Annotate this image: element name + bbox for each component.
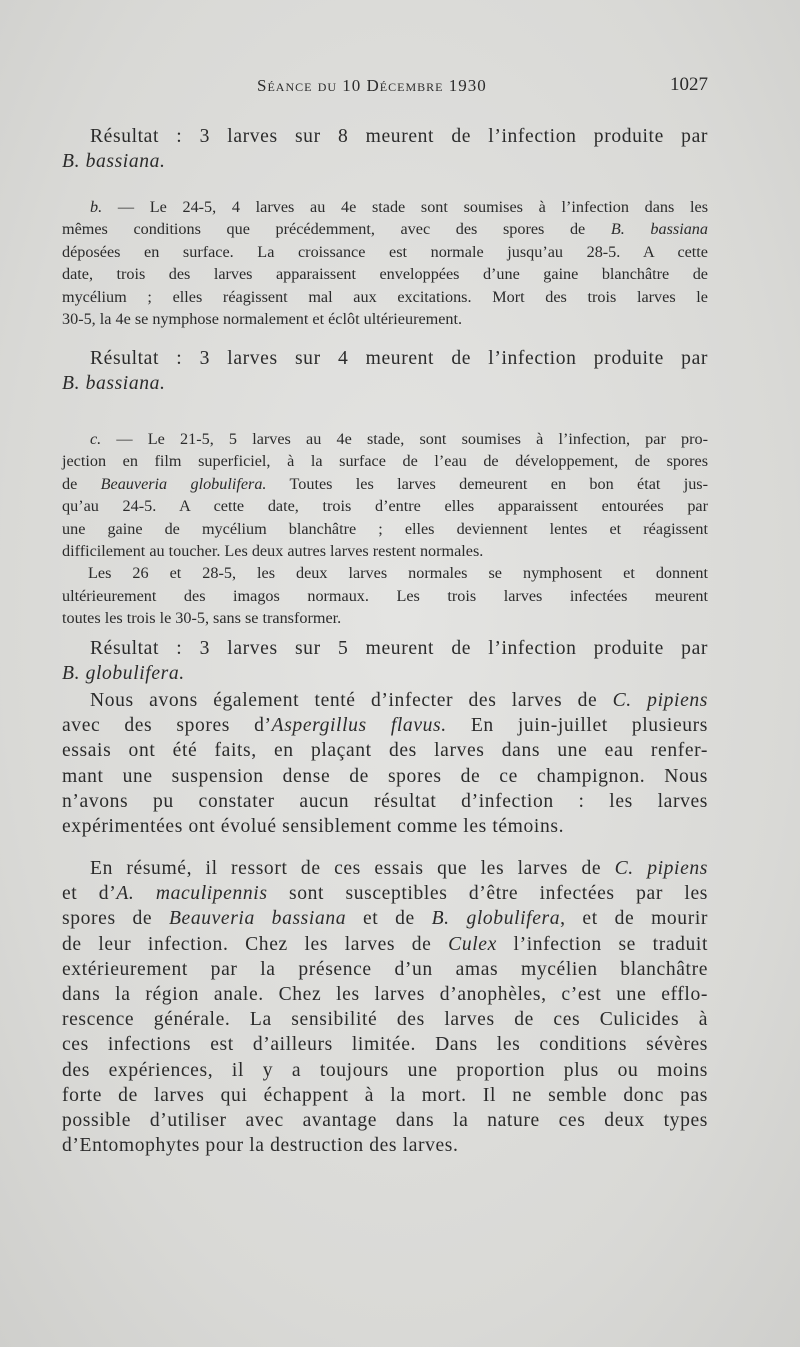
species-name: B. bassiana. [62, 373, 166, 395]
text-line: d’Entomophytes pour la destruction des larves. [62, 1135, 459, 1157]
text-line: extérieurement par la présence d’un amas mycélien blanchâtre [62, 958, 708, 980]
text-line: qu’au 24-5. A cette date, trois d’entre elles apparaissent entourées par [62, 497, 708, 516]
text-line: Nous avons également tenté d’infecter des larves de C. pipiens [90, 690, 708, 711]
species-name: B. globulifera [431, 908, 561, 930]
text-line [62, 661, 708, 686]
text-line: b. — Le 24-5, 4 larves au 4e stade sont soumises à l’infection dans les [90, 198, 708, 216]
text-line [62, 371, 708, 396]
text-line: difficilement au toucher. Les deux autres larves restent normales. [62, 542, 484, 561]
species-name: A. maculipennis [116, 883, 268, 905]
text-line [62, 149, 708, 174]
text-line: avec des spores d’Aspergillus flavus. En juin-juillet plusieurs [62, 715, 709, 737]
text-line: dans la région anale. Chez les larves d’anophèles, c’est une efflo- [62, 984, 708, 1006]
text-line: et d’A. maculipennis sont susceptibles d’être infectées par les [62, 883, 708, 905]
result-paragraph-1 [62, 124, 708, 174]
text-line: Résultat : 3 larves sur 8 meurent de l’infection produite par [90, 126, 708, 147]
text-line: toutes les trois le 30-5, sans se transformer. [62, 609, 342, 628]
text-line: forte de larves qui échappent à la mort. Il ne semble donc pas [62, 1084, 708, 1106]
section-letter: b. [90, 198, 103, 216]
text-line: Les 26 et 28-5, les deux larves normales se nymphosent et donnent [88, 564, 708, 583]
text-line: rescence générale. La sensibilité des larves de ces Culicides à [62, 1009, 708, 1031]
text-line: une gaine de mycélium blanchâtre ; elles deviennent lentes et réagissent [62, 519, 708, 538]
text-line: mant une suspension dense de spores de ce champignon. Nous [62, 765, 708, 787]
species-name: B. bassiana [610, 220, 708, 239]
text-line: jection en film superficiel, à la surface de l’eau de développement, de spores [62, 452, 708, 471]
species-name: Beauveria globulifera. [100, 474, 267, 493]
header-title: Séance du 10 Décembre 1930 [257, 76, 487, 95]
text-line: c. — Le 21-5, 5 larves au 4e stade, sont soumises à l’infection, par pro- [90, 430, 708, 448]
result-paragraph-3 [62, 636, 708, 686]
text-line: possible d’utiliser avec avantage dans la nature ces deux types [62, 1110, 708, 1132]
text-line: des expériences, il y a toujours une proportion plus ou moins [62, 1059, 708, 1081]
experiment-paragraph-b [62, 196, 708, 330]
text-line: date, trois des larves apparaissent enveloppées d’une gaine blanchâtre de [62, 265, 708, 284]
page-number: 1027 [670, 74, 708, 95]
species-name: C. pipiens [614, 858, 709, 879]
text-line: déposées en surface. La croissance est normale jusqu’au 28-5. A cette [62, 242, 708, 261]
experiment-paragraph-c [62, 428, 708, 630]
text-line: essais ont été faits, en plaçant des larves dans une eau renfer- [62, 740, 708, 762]
running-header [62, 76, 708, 102]
species-name: B. bassiana. [62, 151, 166, 173]
result-paragraph-2 [62, 346, 708, 396]
text-line: Résultat : 3 larves sur 5 meurent de l’infection produite par [90, 638, 708, 659]
text-line: En résumé, il ressort de ces essais que les larves de C. pipiens [90, 858, 709, 879]
text-line: mycélium ; elles réagissent mal aux excitations. Mort des trois larves le [62, 287, 708, 306]
text-line: expérimentées ont évolué sensiblement comme les témoins. [62, 816, 565, 838]
text-line: de leur infection. Chez les larves de Culex l’infection se traduit [62, 933, 708, 955]
species-name: C. pipiens [612, 690, 708, 711]
text-line: ultérieurement des imagos normaux. Les trois larves infectées meurent [62, 586, 708, 605]
text-line: de Beauveria globulifera. Toutes les larves demeurent en bon état jus- [62, 474, 708, 493]
text-line: n’avons pu constater aucun résultat d’infection : les larves [62, 790, 708, 812]
species-name: B. globulifera. [62, 663, 185, 685]
species-name: Aspergillus flavus. [271, 715, 447, 737]
section-letter: c. [90, 430, 102, 448]
aspergillus-paragraph [62, 688, 708, 839]
species-name: Beauveria bassiana [168, 908, 347, 930]
summary-paragraph [62, 856, 708, 1158]
text-line: spores de Beauveria bassiana et de B. globulifera, et de mourir [62, 908, 708, 930]
text-line: mêmes conditions que précédemment, avec des spores de B. bassiana [62, 220, 708, 239]
species-name: Culex [448, 933, 497, 955]
text-line: 30-5, la 4e se nymphose normalement et éclôt ultérieurement. [62, 310, 463, 329]
text-line: ces infections est d’ailleurs limitée. Dans les conditions sévères [62, 1034, 708, 1056]
text-line: Résultat : 3 larves sur 4 meurent de l’infection produite par [90, 348, 708, 369]
